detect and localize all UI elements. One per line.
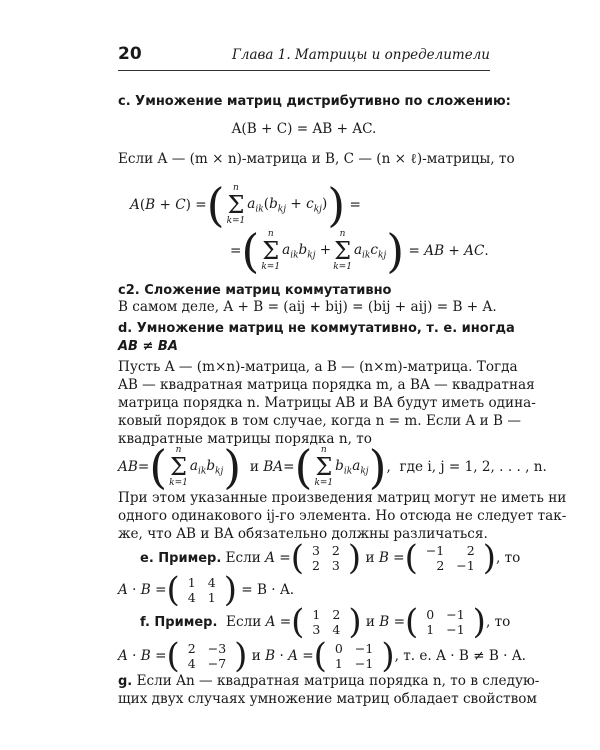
example-e-text: Если	[225, 550, 261, 566]
paragraph-line: ковый порядок в том случае, когда n = m. Если A и B —	[118, 413, 521, 429]
section-d-heading: d. Умножение матриц не коммутативно, т. е. иногда	[118, 321, 515, 336]
matrix-f-ab: ( 2 −3 4 −7 )	[166, 636, 248, 676]
expansion-line-1: A(B + C) = ( n Σ k=1 $a_{ik}(b_{kj} + c_{kj})$ ) =	[130, 178, 361, 232]
section-g-text-1: Если An — квадратная матрица порядка n, то в следую-	[136, 673, 540, 689]
example-f-tail: , т. е. A · B ≠ B · A.	[394, 648, 526, 664]
expansion-line-2: = ( n Σ k=1 $a_{ik}b_{kj}$ + n Σ k=1 $a_{ik}c_{kj}$ ) = AB + AC.	[230, 224, 489, 278]
section-c2-heading: c2. Сложение матриц коммутативно	[118, 283, 392, 298]
sum-symbol: n Σ k=1	[314, 445, 334, 488]
example-f-to: , то	[485, 614, 511, 630]
paragraph-line: же, что AB и BA обязательно должны различаться.	[118, 526, 488, 542]
page-number: 20	[118, 44, 142, 64]
example-e-result: = B · A.	[241, 582, 295, 598]
paragraph-line: При этом указанные произведения матриц могут не иметь ни	[118, 490, 567, 506]
section-g-heading: g.	[118, 674, 133, 689]
index-range-text: где i, j = 1, 2, . . . , n.	[399, 459, 547, 475]
section-c2-text: В самом деле, A + B = (aij + bij) = (bij + aij) = B + A.	[118, 299, 497, 315]
paragraph-line: AB — квадратная матрица порядка m, а BA — квадратная	[118, 377, 535, 393]
page-header	[118, 40, 490, 71]
section-c-formula: A(B + C) = AB + AC.	[231, 121, 377, 137]
example-f-heading: f. Пример.	[140, 614, 218, 630]
section-c-intro: Если A — (m × n)-матрица и B, C — (n × ℓ)-матрицы, то	[118, 151, 515, 167]
matrix-e-a: ( 3 2 2 3 )	[290, 538, 362, 578]
matrix-f-b: ( 0 −1 1 −1 )	[405, 602, 486, 642]
section-c-heading: c. Умножение матриц дистрибутивно по сложению:	[118, 94, 511, 109]
example-e-line-2: A · B = ( 1 4 4 1 ) = B · A.	[118, 570, 295, 610]
matrix-f-ba: ( 0 −1 1 −1 )	[313, 636, 395, 676]
matrix-f-a: ( 1 2 3 4 )	[291, 602, 362, 642]
paragraph-line: Пусть A — (m×n)-матрица, а B — (n×m)-матрица. Тогда	[118, 359, 518, 375]
example-f-text: Если	[226, 614, 262, 630]
example-f-line-1: f. Пример. Если A = ( 1 2 3 4 ) и B = ( 0 −1 1 −1 ) , то	[140, 602, 511, 642]
sum-symbol: n Σ k=1	[226, 183, 246, 226]
example-f-line-2: A · B = ( 2 −3 4 −7 ) и B · A = ( 0 −1 1 −1 ) , т. е. A · B ≠ B · A.	[118, 636, 526, 676]
section-g-line-1	[118, 672, 540, 691]
sum-symbol: n Σ k=1	[333, 229, 352, 272]
sum-symbol: n Σ k=1	[261, 229, 281, 272]
matrix-e-b: ( −1 2 2 −1 )	[404, 538, 496, 578]
example-e-heading: e. Пример.	[140, 550, 222, 566]
chapter-title: Глава 1. Матрицы и определители	[231, 47, 490, 63]
sum-symbol: n Σ k=1	[169, 445, 188, 488]
paragraph-line: матрица порядка n. Матрицы AB и BA будут иметь одина-	[118, 395, 536, 411]
paragraph-line: квадратные матрицы порядка n, то	[118, 431, 372, 447]
paragraph-line: одного одинакового ij-го элемента. Но отсюда не следует так-	[118, 508, 567, 524]
example-e-line-1: e. Пример. Если A = ( 3 2 2 3 ) и B = ( −1 2 2 −1 ) , то	[140, 538, 521, 578]
section-g-text-2: щих двух случаях умножение матриц обладает свойством	[118, 691, 537, 707]
matrix-e-ab: ( 1 4 4 1 )	[166, 570, 237, 610]
example-e-to: , то	[495, 550, 521, 566]
ab-ba-formula: AB= ( n Σ k=1 $a_{ik}b_{kj}$ ) и BA= ( n Σ k=1 $b_{ik}a_{kj}$ ) , где i, j = 1, 2, . . . , n.	[118, 440, 547, 494]
section-d-heading-formula: AB ≠ BA	[118, 339, 178, 354]
